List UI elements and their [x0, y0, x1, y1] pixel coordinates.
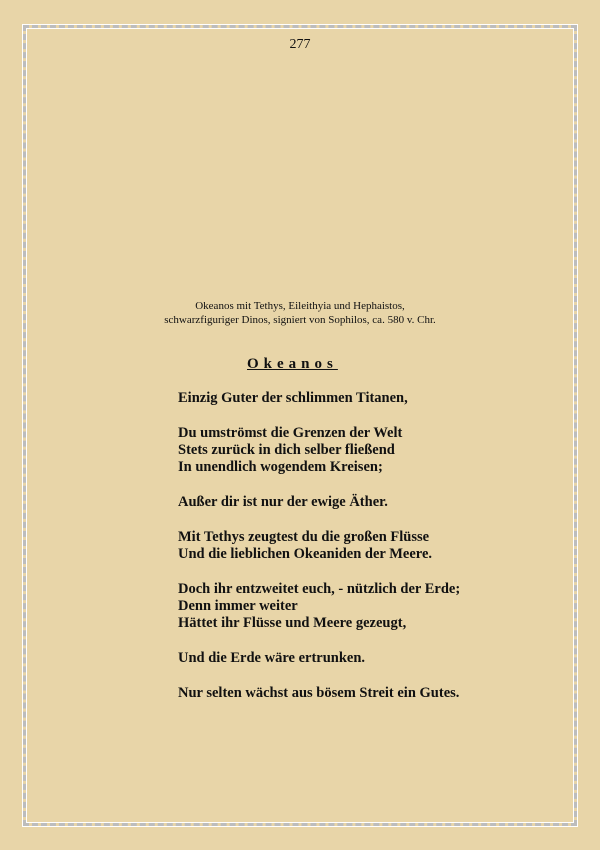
image-caption — [0, 299, 600, 327]
poem-line: Mit Tethys zeugtest du die großen Flüsse — [178, 529, 430, 545]
caption-line-2: schwarzfiguriger Dinos, signiert von Sophilos, ca. 580 v. Chr. — [164, 314, 436, 326]
stanza-7 — [178, 685, 538, 702]
page-number: 277 — [289, 37, 311, 52]
poem-line: In unendlich wogendem Kreisen; — [178, 459, 383, 475]
poem-line: Nur selten wächst aus bösem Streit ein Gutes. — [178, 685, 460, 701]
poem-body — [178, 390, 538, 720]
poem-line: Außer dir ist nur der ewige Äther. — [178, 494, 388, 510]
stanza-2 — [178, 425, 538, 476]
stanza-1 — [178, 390, 538, 407]
poem-line: Du umströmst die Grenzen der Welt — [178, 425, 403, 441]
stanza-3 — [178, 494, 538, 511]
poem-line: Hättet ihr Flüsse und Meere gezeugt, — [178, 615, 407, 631]
poem-line: Und die Erde wäre ertrunken. — [178, 650, 366, 666]
poem-line: Einzig Guter der schlimmen Titanen, — [178, 390, 408, 406]
poem-line: Und die lieblichen Okeaniden der Meere. — [178, 546, 433, 562]
stanza-4 — [178, 529, 538, 563]
poem-title: Okeanos — [247, 356, 338, 372]
poem-line: Stets zurück in dich selber fließend — [178, 442, 395, 458]
stanza-6 — [178, 650, 538, 667]
poem-line: Doch ihr entzweitet euch, - nützlich der Erde; — [178, 581, 461, 597]
stanza-5 — [178, 581, 538, 632]
caption-line-1: Okeanos mit Tethys, Eileithyia und Hephaistos, — [195, 300, 405, 312]
poem-line: Denn immer weiter — [178, 598, 298, 614]
